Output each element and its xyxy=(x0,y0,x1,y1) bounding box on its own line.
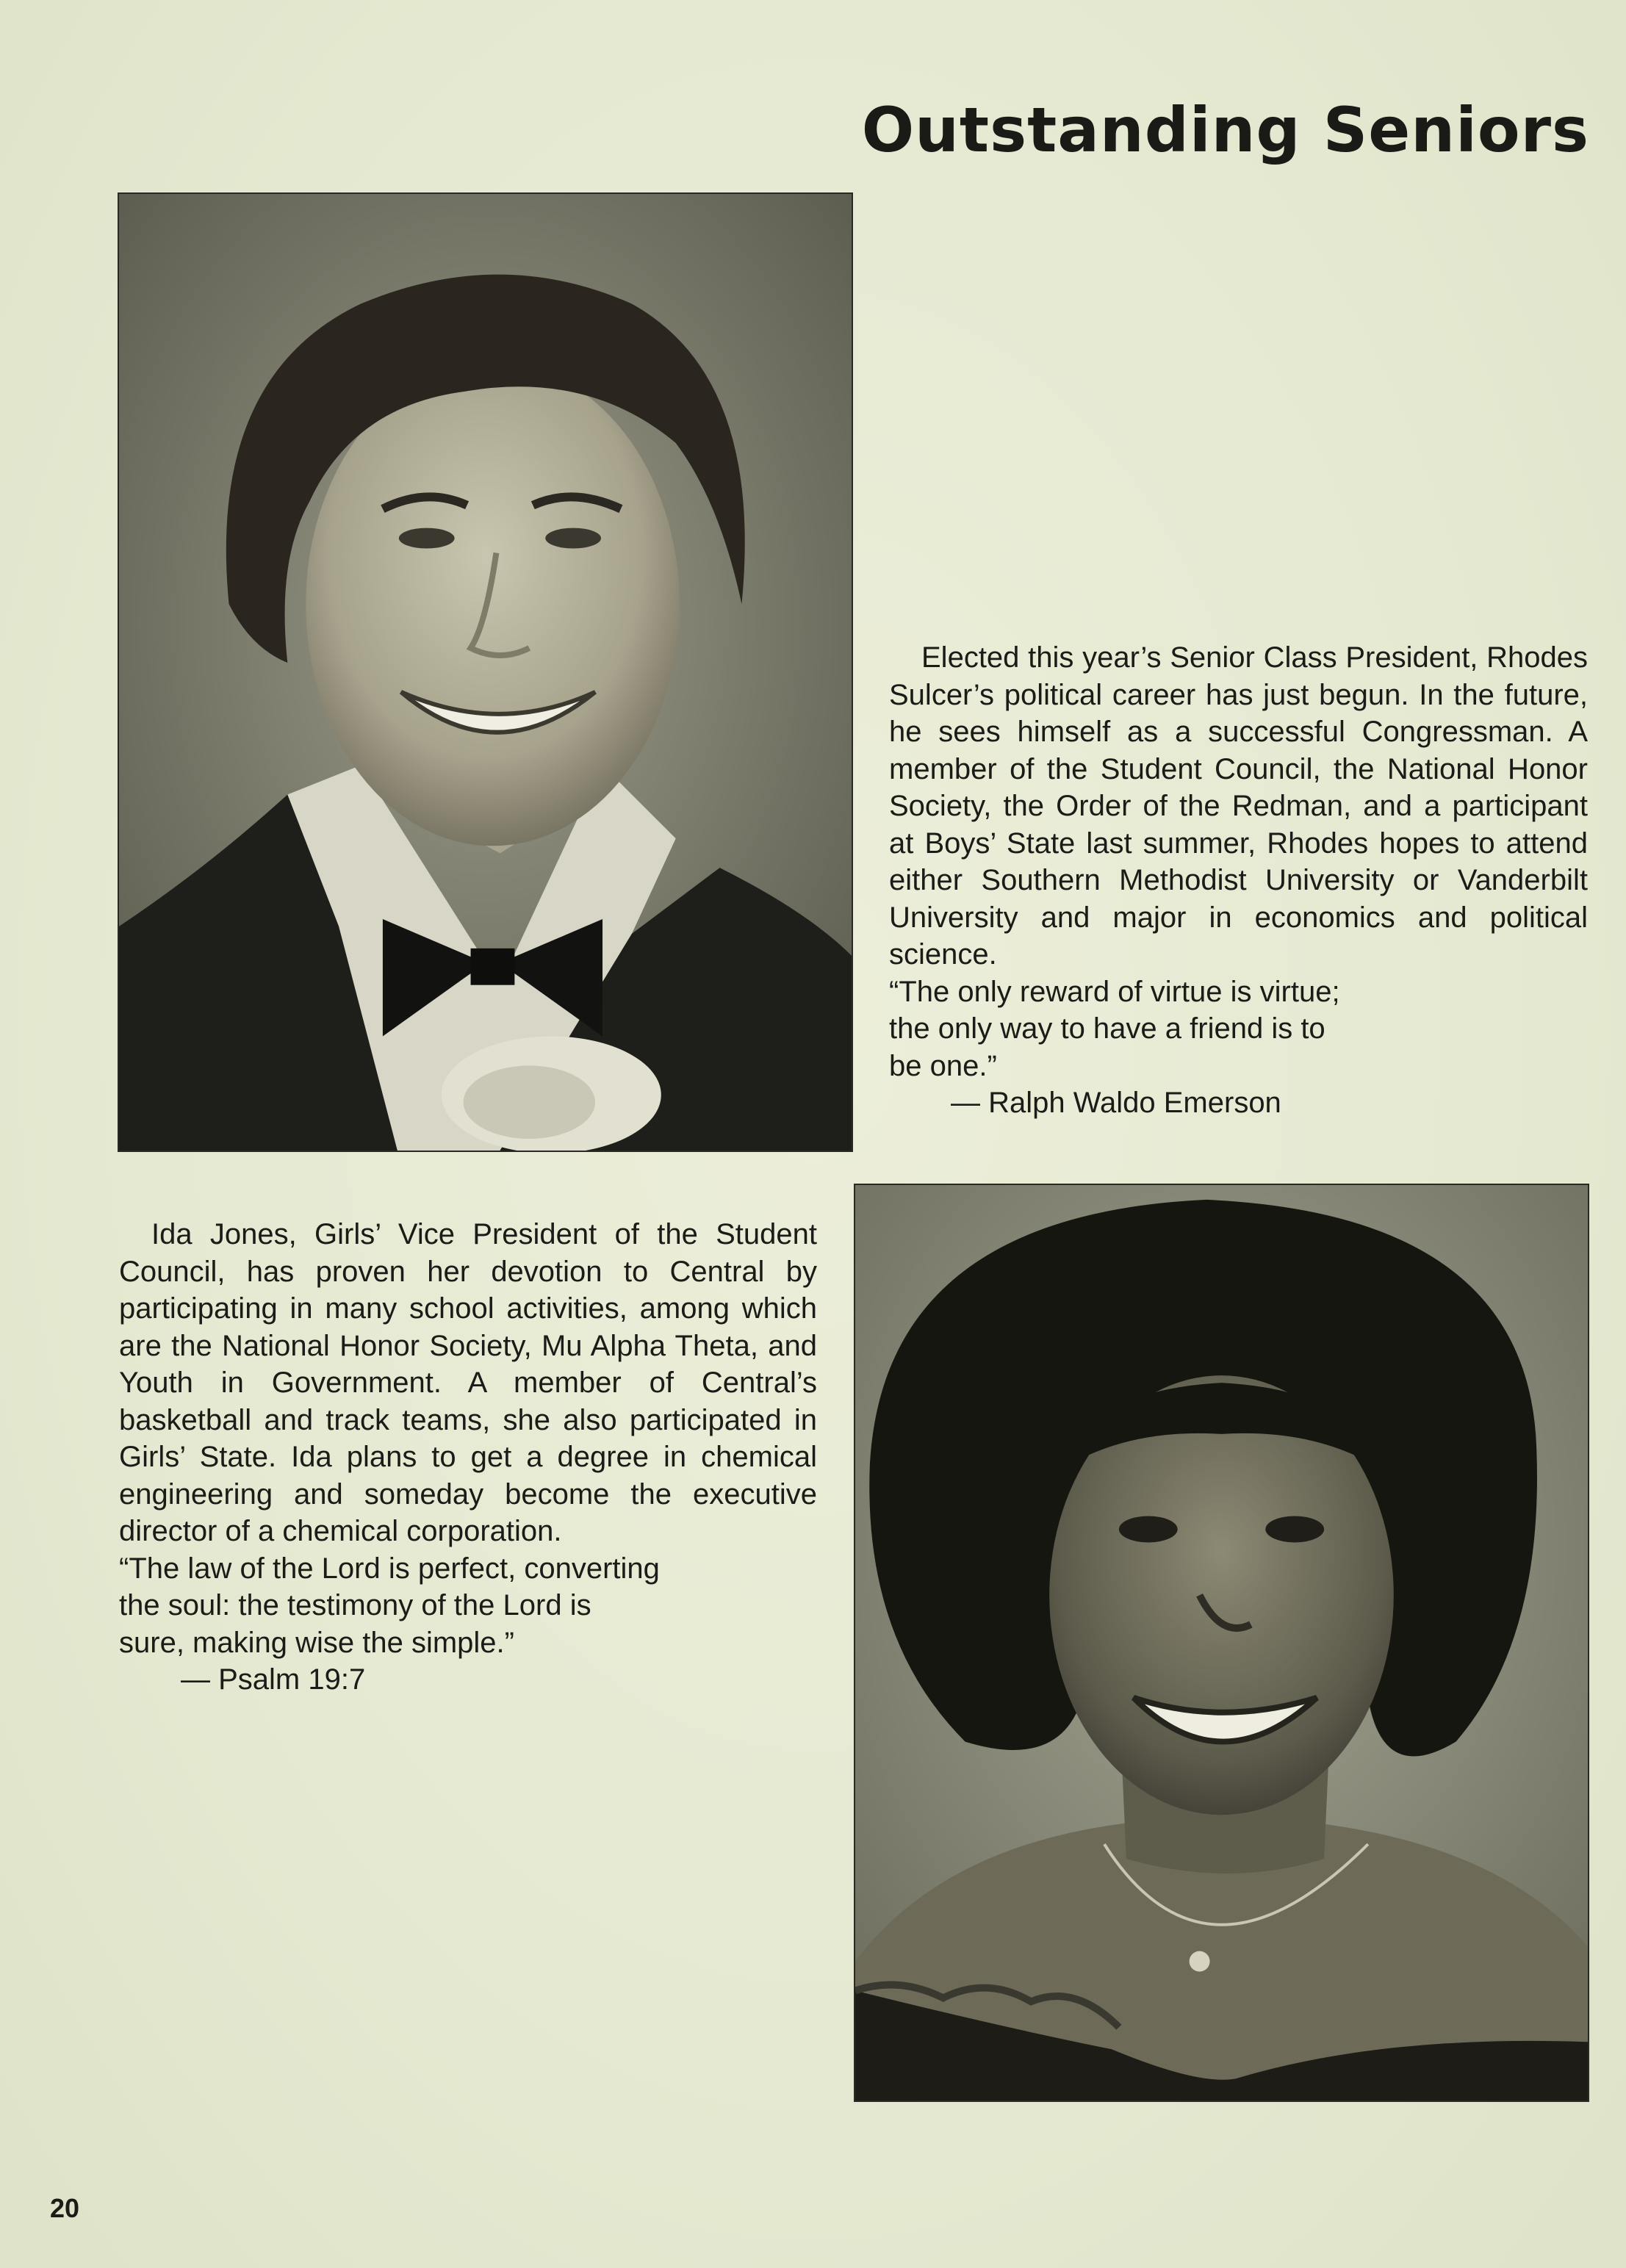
rhodes-quote-line-1: “The only reward of virtue is virtue; xyxy=(889,975,1340,1008)
ida-quote-line-3: sure, making wise the simple.” xyxy=(119,1626,514,1659)
rhodes-portrait-image xyxy=(119,194,852,1151)
rhodes-bio-text: Elected this year’s Senior Class President, Rhodes Sulcer’s political career has just begun. In the future, he sees himself as a successful Congressman. A member of the Student Council, the National Honor Society, the Order of the Redman, and a participant at Boys’ State last summer, Rhodes hopes to attend either Southern Methodist University or Vanderbilt University and major in economics and political science. xyxy=(889,641,1588,971)
rhodes-quote-line-2: the only way to have a friend is to xyxy=(889,1012,1325,1045)
ida-portrait-photo xyxy=(854,1184,1589,2102)
rhodes-quote-attribution: — Ralph Waldo Emerson xyxy=(951,1087,1281,1119)
ida-quote-attribution: — Psalm 19:7 xyxy=(181,1663,366,1696)
ida-quote-line-1: “The law of the Lord is perfect, converting xyxy=(119,1552,660,1585)
ida-bio xyxy=(119,1216,817,1699)
rhodes-quote-line-3: be one.” xyxy=(889,1049,997,1082)
rhodes-bio xyxy=(889,639,1588,1122)
ida-portrait-image xyxy=(855,1185,1588,2100)
page-number: 20 xyxy=(50,2193,80,2223)
ida-bio-text: Ida Jones, Girls’ Vice President of the Student Council, has proven her devotion to Central by participating in many school activities, among which are the National Honor Society, Mu Alpha Theta, and Youth in Government. A member of Central’s basketball and track teams, she also participated in Girls’ State. Ida plans to get a degree in chemical engineering and someday become the executive director of a chemical corporation. xyxy=(119,1218,817,1547)
rhodes-portrait-photo xyxy=(118,192,853,1152)
ida-quote-line-2: the soul: the testimony of the Lord is xyxy=(119,1589,591,1621)
page-title: Outstanding Seniors xyxy=(861,94,1589,166)
